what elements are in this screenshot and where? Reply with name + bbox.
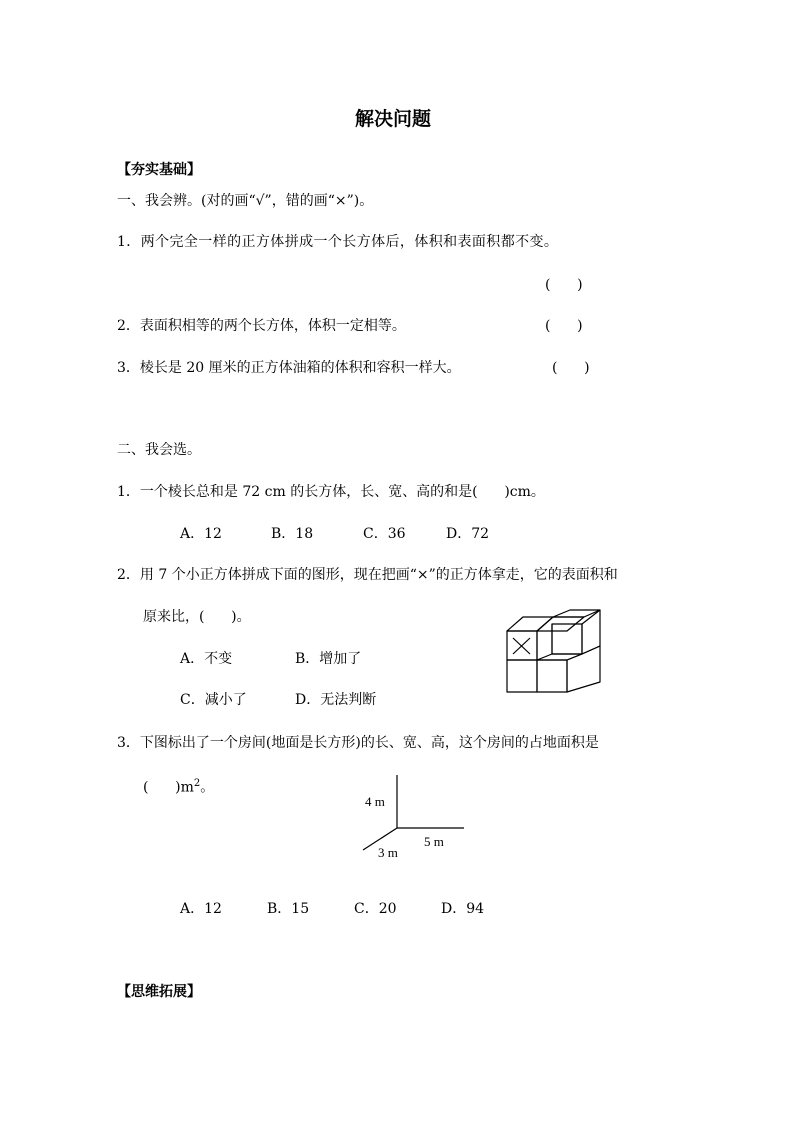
true-false-item-1: 1．两个完全一样的正方体拼成一个长方体后，体积和表面积都不变。 (117, 234, 559, 250)
q3-option-c[interactable]: C．20 (354, 901, 397, 917)
room-dimension-figure (350, 770, 470, 865)
section-heading-extension: 【思维拓展】 (117, 984, 201, 1000)
q2-option-c[interactable]: C．减小了 (180, 692, 247, 708)
part2-heading: 二、我会选。 (117, 442, 201, 458)
q1-option-c[interactable]: C．36 (363, 526, 406, 542)
page-title: 解决问题 (355, 108, 432, 130)
cube-top-left (507, 617, 553, 631)
q3-blank-text: ( )m (143, 779, 194, 796)
cube-figure (500, 610, 606, 700)
choice-question-3-line2 (143, 775, 214, 797)
q3-option-b[interactable]: B．15 (267, 901, 310, 917)
length-label: 5 m (424, 834, 444, 849)
answer-blank-1[interactable]: ( ) (545, 277, 583, 293)
q3-unit-exponent: 2 (193, 778, 201, 789)
choice-question-3-line1: 3．下图标出了一个房间(地面是长方形)的长、宽、高，这个房间的占地面积是 (117, 735, 599, 751)
section-heading-basics: 【夯实基础】 (117, 162, 201, 178)
q3-period: 。 (200, 779, 215, 796)
choice-question-2-line1: 2．用 7 个小正方体拼成下面的图形，现在把画“×”的正方体拿走，它的表面积和 (117, 567, 618, 583)
height-label: 4 m (365, 794, 385, 809)
true-false-item-2: 2．表面积相等的两个长方体，体积一定相等。 (117, 318, 406, 334)
choice-question-1: 1．一个棱长总和是 72 cm 的长方体，长、宽、高的和是( )cm。 (117, 484, 545, 500)
answer-blank-3[interactable]: ( ) (552, 360, 590, 376)
true-false-item-3: 3．棱长是 20 厘米的正方体油箱的体积和容积一样大。 (117, 360, 461, 376)
cube-lower-left (507, 660, 537, 692)
choice-question-2-line2: 原来比，( )。 (143, 609, 251, 625)
part1-heading: 一、我会辨。(对的画“√”，错的画“×”)。 (117, 193, 374, 209)
cube-lower-middle (537, 660, 567, 692)
cube-lower-right-side (567, 646, 600, 692)
cube-upper-right-front (552, 624, 582, 654)
q1-option-a[interactable]: A．12 (180, 526, 222, 542)
q3-option-a[interactable]: A．12 (180, 901, 222, 917)
answer-blank-2[interactable]: ( ) (545, 318, 583, 334)
width-label: 3 m (378, 845, 398, 860)
q1-option-d[interactable]: D．72 (446, 526, 490, 542)
q2-option-b[interactable]: B．增加了 (295, 651, 362, 667)
q3-option-d[interactable]: D．94 (441, 901, 485, 917)
q2-option-d[interactable]: D．无法判断 (295, 692, 377, 708)
q2-option-a[interactable]: A．不变 (180, 651, 233, 667)
q1-option-b[interactable]: B．18 (271, 526, 314, 542)
